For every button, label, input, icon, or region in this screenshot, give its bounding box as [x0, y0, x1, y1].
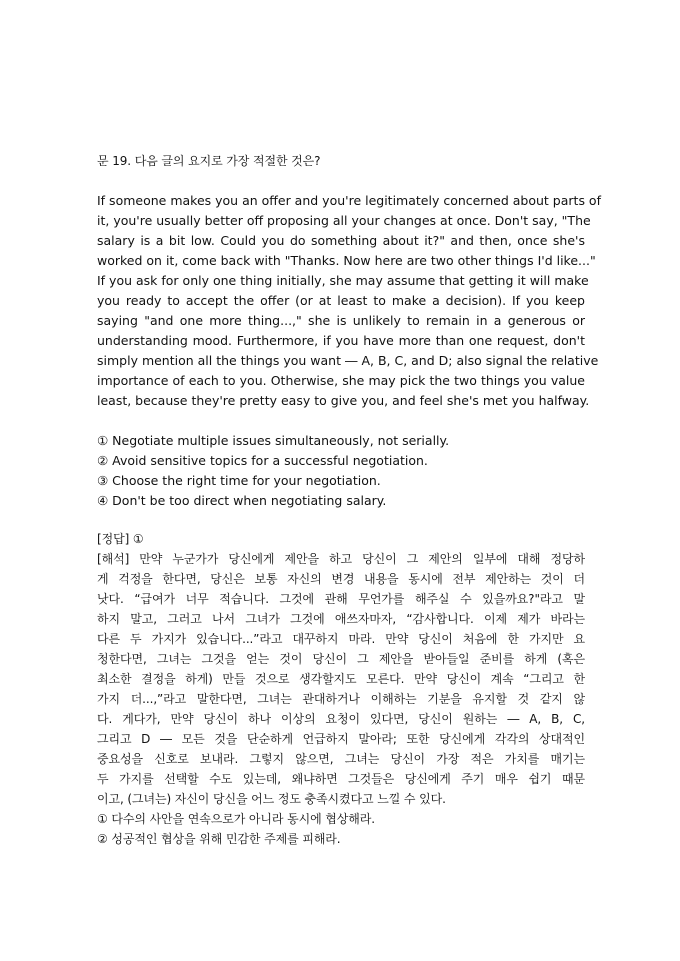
passage — [97, 191, 601, 411]
passage-line: If someone makes you an offer and you're legitimately concerned about parts of — [97, 193, 601, 208]
explanation-line: 청한다면, 그녀는 그것을 얻는 것이 당신이 그 제안을 받아들일 준비를 하게 (혹은 — [97, 652, 585, 666]
explanation-line: 이고, (그녀는) 자신이 당신을 어느 정도 충족시켰다고 느낄 수 있다. — [97, 792, 446, 806]
explanation-line: 중요성을 신호로 보내라. 그렇지 않으면, 그녀는 당신이 가장 적은 가치를 매기는 — [97, 752, 585, 766]
explanation-line: 다른 두 가지가 있습니다...”라고 대꾸하지 마라. 만약 당신이 처음에 한 가지만 요 — [97, 632, 585, 646]
explanation-line: 가지 더...,”라고 말한다면, 그녀는 관대하거나 이해하는 기분을 유지할 것 같지 않 — [97, 692, 585, 706]
explanation-line: 하지 말고, 그러고 나서 그녀가 그것에 애쓰자마자, “감사합니다. 이제 제가 바라는 — [97, 612, 585, 626]
passage-line: it, you're usually better off proposing all your changes at once. Don't say, "The — [97, 213, 591, 228]
explanation-line: 게 걱정을 한다면, 당신은 보통 자신의 변경 내용을 동시에 전부 제안하는 것이 더 — [97, 572, 585, 586]
passage-line: salary is a bit low. Could you do something about it?" and then, once she's — [97, 233, 585, 248]
passage-line: saying "and one more thing...," she is unlikely to remain in a generous or — [97, 313, 585, 328]
option-4: ④ Don't be too direct when negotiating salary. — [97, 493, 387, 508]
explanation-line: 그리고 D ― 모든 것을 단순하게 언급하지 말아라; 또한 당신에게 각각의 상대적인 — [97, 732, 585, 746]
explanation-line: 최소한 결정을 하게) 만들 것으로 생각할지도 모른다. 만약 당신이 계속 “그리고 한 — [97, 672, 585, 686]
question-title: 문 19. 다음 글의 요지로 가장 적절한 것은? — [97, 154, 321, 168]
explanation-line: 두 가지를 선택할 수도 있는데, 왜냐하면 그것들은 당신에게 주기 매우 쉽기 때문 — [97, 772, 585, 786]
explanation-line: [해석] 만약 누군가가 당신에게 제안을 하고 당신이 그 제안의 일부에 대해 정당하 — [97, 552, 585, 566]
option-1: ① Negotiate multiple issues simultaneously, not serially. — [97, 433, 450, 448]
explanation-line: 다. 게다가, 만약 당신이 하나 이상의 요청이 있다면, 당신이 원하는 ― A, B, C, — [97, 712, 585, 726]
answer-options — [97, 431, 585, 511]
answer-section — [97, 529, 585, 849]
passage-line: you ready to accept the offer (or at least to make a decision). If you keep — [97, 293, 585, 308]
passage-line: importance of each to you. Otherwise, she may pick the two things you value — [97, 373, 585, 388]
passage-line: If you ask for only one thing initially, she may assume that getting it will make — [97, 273, 589, 288]
option-3: ③ Choose the right time for your negotiation. — [97, 473, 381, 488]
passage-line: worked on it, come back with "Thanks. Now here are two other things I'd like..." — [97, 253, 596, 268]
option-2: ② Avoid sensitive topics for a successful negotiation. — [97, 453, 428, 468]
explanation-option-1: ① 다수의 사안을 연속으로가 아니라 동시에 협상해라. — [97, 812, 375, 826]
explanation-line: 낫다. “급여가 너무 적습니다. 그것에 관해 무언가를 해주실 수 있을까요?"라고 말 — [97, 592, 585, 606]
answer-label: [정답] ① — [97, 532, 144, 546]
passage-line: simply mention all the things you want ― A, B, C, and D; also signal the relative — [97, 353, 599, 368]
passage-line: least, because they're pretty easy to give you, and feel she's met you halfway. — [97, 393, 590, 408]
passage-line: understanding mood. Furthermore, if you have more than one request, don't — [97, 333, 585, 348]
explanation-option-2: ② 성공적인 협상을 위해 민감한 주제를 피해라. — [97, 832, 341, 846]
